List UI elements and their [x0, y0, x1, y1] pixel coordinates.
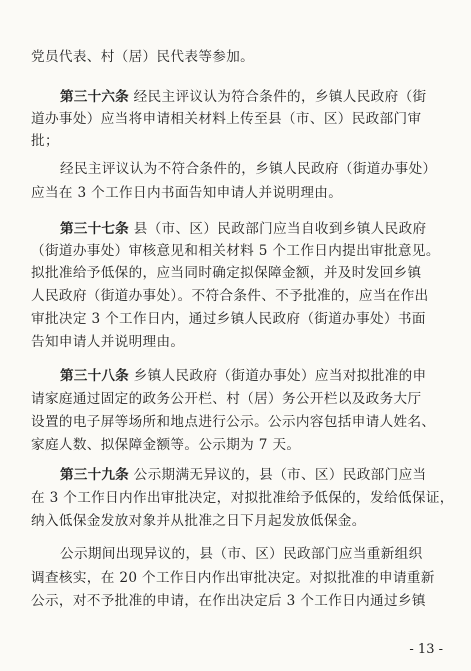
text-line — [31, 333, 451, 351]
line-text: 经民主评议认为符合条件的，乡镇人民政府（街 — [133, 89, 427, 105]
line-text: 告知申请人并说明理由。 — [31, 334, 185, 350]
article-38-heading — [60, 367, 451, 385]
text-line — [31, 287, 451, 305]
text-line — [31, 489, 454, 507]
text-line — [31, 264, 451, 282]
text-line — [31, 390, 451, 408]
text-line — [31, 184, 451, 202]
article-36-heading — [60, 88, 451, 106]
article-37-heading — [60, 220, 451, 238]
line-text: 纳入低保金发放对象并从批准之日下月起发放低保金。 — [31, 513, 366, 529]
article-number: 第三十九条 — [60, 467, 129, 483]
page-number: - 13 - — [409, 642, 443, 657]
text-line — [31, 310, 451, 328]
article-number: 第三十六条 — [60, 89, 129, 105]
text-line — [60, 160, 451, 178]
line-text: 调查核实，在 20 个工作日内作出审批决定。对拟批准的申请重新 — [31, 570, 435, 586]
line-text: 经民主评议认为不符合条件的，乡镇人民政府（街道办事处） — [60, 161, 437, 177]
text-line — [31, 436, 451, 454]
line-text: 审批决定 3 个工作日内，通过乡镇人民政府（街道办事处）书面 — [31, 311, 426, 327]
line-text: 乡镇人民政府（街道办事处）应当对拟批准的申 — [133, 368, 427, 384]
text-line — [31, 132, 451, 150]
line-text: 拟批准给予低保的，应当同时确定拟保障金额，并及时发回乡镇 — [31, 265, 422, 281]
article-39-heading — [60, 466, 451, 484]
line-text: 在 3 个工作日内作出审批决定，对拟批准给予低保的，发给低保证， — [31, 490, 454, 506]
line-text: （街道办事处）审核意见和相关材料 5 个工作日内提出审批意见。 — [31, 243, 440, 259]
text-line — [31, 242, 451, 260]
line-text: 批； — [31, 133, 59, 149]
line-text: 道办事处）应当将申请相关材料上传至县（市、区）民政部门审 — [31, 111, 422, 127]
line-text: 请家庭通过固定的政务公开栏、村（居）务公开栏以及政务大厅 — [31, 391, 422, 407]
text-line — [60, 545, 451, 563]
text-line — [31, 48, 451, 66]
line-text: 应当在 3 个工作日内书面告知申请人并说明理由。 — [31, 185, 343, 201]
line-text: 公示期间出现异议的，县（市、区）民政部门应当重新组织 — [60, 546, 423, 562]
line-text: 县（市、区）民政部门应当自收到乡镇人民政府 — [133, 221, 427, 237]
line-text: 公示期满无异议的，县（市、区）民政部门应当 — [133, 467, 427, 483]
text-line — [31, 110, 451, 128]
line-text: 公示，对不予批准的申请，在作出决定后 3 个工作日内通过乡镇 — [31, 593, 426, 609]
article-number: 第三十七条 — [60, 221, 129, 237]
article-number: 第三十八条 — [60, 368, 129, 384]
line-text: 设置的电子屏等场所和地点进行公示。公示内容包括申请人姓名、 — [31, 414, 436, 430]
text-line — [31, 592, 451, 610]
text-line — [31, 512, 451, 530]
line-text: 家庭人数、拟保障金额等。公示期为 7 天。 — [31, 437, 301, 453]
text-line — [31, 569, 451, 587]
line-text: 人民政府（街道办事处）。不符合条件、不予批准的，应当在作出 — [31, 288, 429, 304]
text-line — [31, 413, 451, 431]
line-text: 党员代表、村（居）民代表等参加。 — [31, 49, 255, 65]
